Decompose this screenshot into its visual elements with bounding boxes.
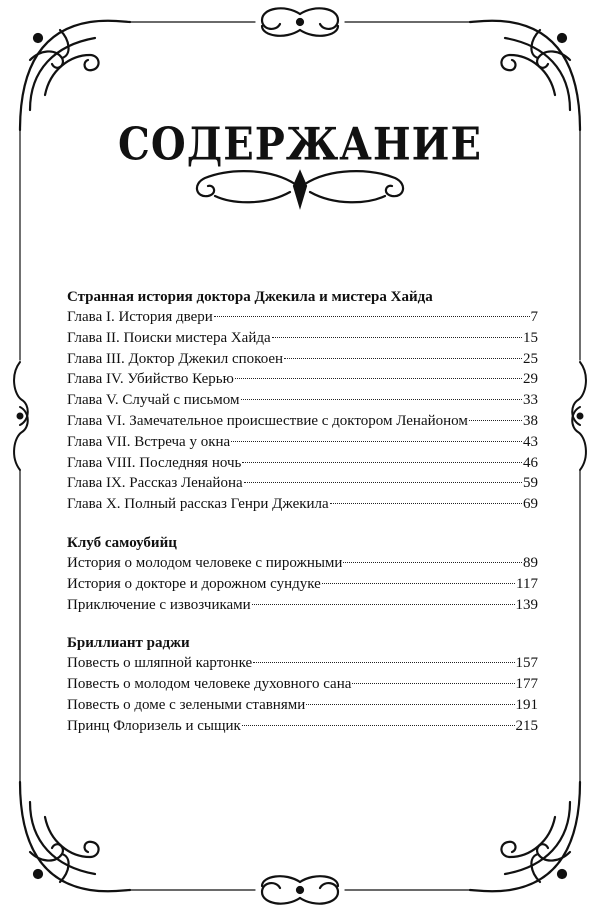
dot-leader [231,441,522,442]
toc-entry [67,653,538,674]
section-title: Бриллиант раджи [67,635,190,652]
entry-label: Глава III. Доктор Джекил спокоен [67,350,284,367]
toc-entry [67,595,538,616]
toc-section [67,533,538,615]
dot-leader [352,683,514,684]
page-title: СОДЕРЖАНИЕ [118,118,482,171]
entry-label: Повесть о доме с зелеными ставнями [67,696,306,713]
toc-entry [67,574,538,595]
section-title: Странная история доктора Джекила и мистера Хайда [67,289,433,305]
toc-entry [67,553,538,574]
entry-page: 25 [523,350,538,367]
entry-label: Принц Флоризель и сыщик [67,717,241,734]
dot-leader [252,604,515,605]
dot-leader [242,725,515,726]
dot-leader [284,358,522,359]
entry-label: Глава I. История двери [67,309,213,325]
dot-leader [253,662,514,663]
entry-page: 59 [523,475,538,492]
dot-leader [469,420,522,421]
toc-entry [67,695,538,716]
dot-leader [272,337,522,338]
entry-label: Глава VII. Встреча у окна [67,433,231,450]
section-title: Клуб самоубийц [67,534,177,551]
toc-entry [67,473,538,494]
toc-entry [67,453,538,474]
toc-entry [67,390,538,411]
entry-page: 33 [523,392,538,409]
entry-page: 89 [523,554,538,571]
toc-entry [67,432,538,453]
entry-label: Глава VIII. Последняя ночь [67,454,242,471]
bottom-ornament-icon [262,876,338,903]
toc-entry [67,307,538,328]
entry-page: 177 [515,676,538,693]
entry-label: Глава IX. Рассказ Ленайона [67,475,243,492]
left-ornament-icon [14,362,28,470]
dot-leader [244,482,522,483]
toc-entry [67,494,538,515]
dot-leader [214,316,530,317]
entry-page: 15 [523,329,538,346]
entry-label: История о докторе и дорожном сундуке [67,575,321,592]
entry-label: Глава X. Полный рассказ Генри Джекила [67,496,329,513]
entry-page: 29 [523,371,538,388]
toc-entry [67,328,538,349]
right-ornament-icon [572,362,586,470]
toc-section [67,633,538,736]
dot-leader [322,583,515,584]
entry-page: 46 [523,454,538,471]
toc-entry [67,349,538,370]
corner-flourish-bottom-right-icon [470,782,580,891]
dot-leader [343,562,522,563]
entry-page: 215 [515,717,538,734]
dot-leader [235,378,522,379]
entry-label: Повесть о молодом человеке духовного сана [67,676,352,693]
entry-page: 38 [523,412,538,429]
corner-flourish-bottom-left-icon [20,782,130,891]
entry-label: Глава IV. Убийство Керью [67,371,234,388]
entry-page: 7 [530,309,538,325]
entry-page: 139 [515,596,538,613]
dot-leader [306,704,514,705]
top-ornament-icon [262,8,338,35]
corner-flourish-top-left-icon [20,21,130,130]
dot-leader [330,503,522,504]
entry-page: 69 [523,496,538,513]
entry-page: 157 [515,655,538,672]
toc-entry [67,369,538,390]
entry-label: Приключение с извозчиками [67,596,251,613]
entry-label: История о молодом человеке с пирожными [67,554,343,571]
entry-label: Глава V. Случай с письмом [67,392,240,409]
dot-leader [241,399,522,400]
entry-label: Глава VI. Замечательное происшествие с доктором Ленайоном [67,412,468,429]
title-underline-ornament-icon [197,171,403,206]
toc-entry [67,411,538,432]
entry-page: 43 [523,433,538,450]
table-of-contents [67,287,538,755]
toc-entry [67,716,538,737]
dot-leader [242,462,522,463]
entry-label: Повесть о шляпной картонке [67,655,253,672]
toc-entry [67,674,538,695]
toc-section [67,287,538,515]
entry-page: 117 [516,575,538,592]
corner-flourish-top-right-icon [470,21,580,130]
entry-label: Глава II. Поиски мистера Хайда [67,329,271,346]
entry-page: 191 [515,696,538,713]
